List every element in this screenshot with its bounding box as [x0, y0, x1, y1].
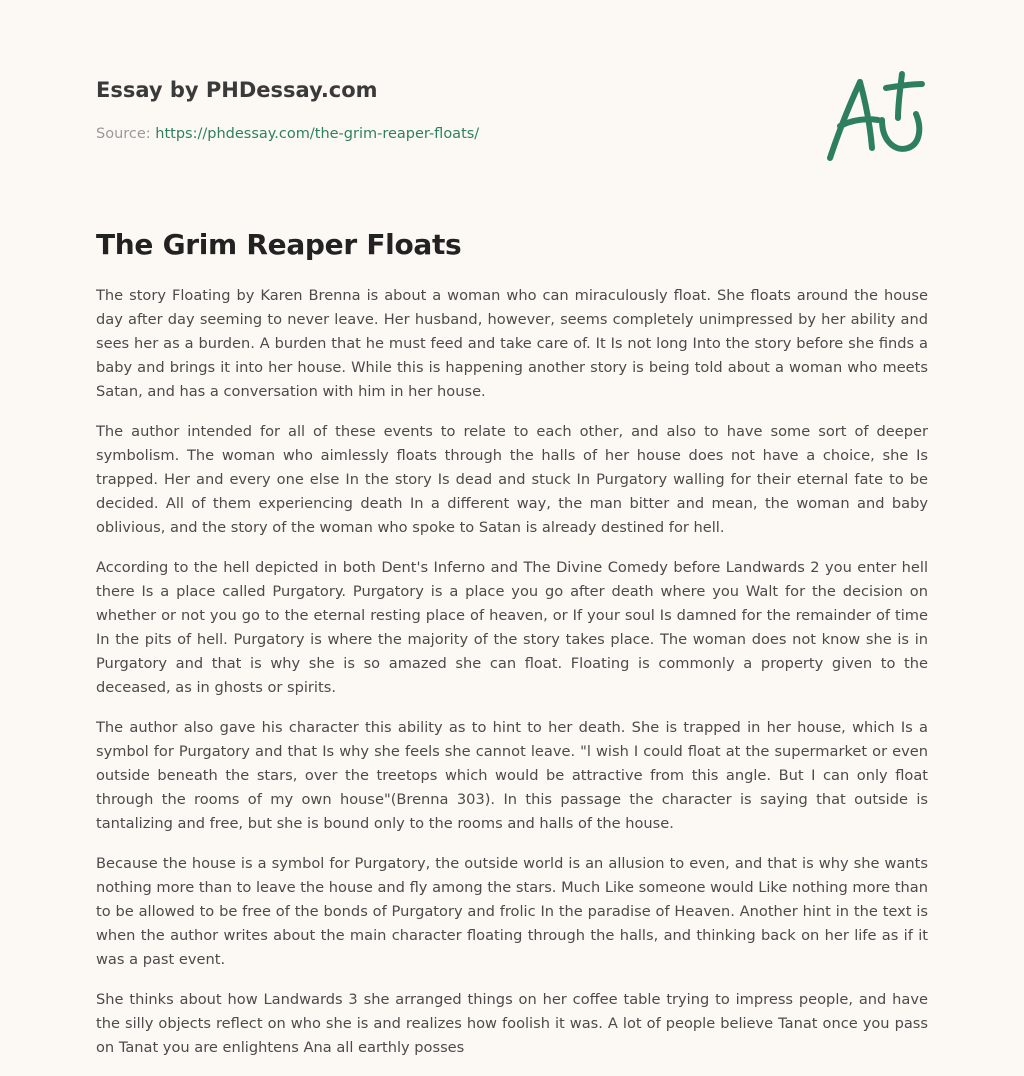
source-line	[96, 124, 928, 144]
essay-paragraph: According to the hell depicted in both Dent's Inferno and The Divine Comedy before Landwards 2 you enter hell there Is a place called Purgatory. Purgatory is a place you go after death where you Walt for the decision on whether or not you go to the eternal resting place of heaven, or If your soul Is damned for the remainder of time In the pits of hell. Purgatory is where the majority of the story takes place. The woman does not know she is in Purgatory and that is why she is so amazed she can float. Floating is commonly a property given to the deceased, as in ghosts or spirits.	[96, 559, 928, 696]
essay-paragraph: The story Floating by Karen Brenna is about a woman who can miraculously float. She floats around the house day after day seeming to never leave. Her husband, however, seems completely unimpressed by her ability and sees her as a burden. A burden that he must feed and take care of. It Is not long Into the story before she finds a baby and brings it into her house. While this is happening another story is being told about a woman who meets Satan, and has a conversation with him in her house.	[96, 287, 928, 400]
a-plus-logo-icon	[826, 68, 926, 164]
essay-paragraph: She thinks about how Landwards 3 she arranged things on her coffee table trying to impress people, and have the silly objects reflect on who she is and realizes how foolish it was. A lot of people believe Tanat once you pass on Tanat you are enlightens Ana all earthly posses	[96, 991, 928, 1056]
essay-paragraph: The author intended for all of these events to relate to each other, and also to have some sort of deeper symbolism. The woman who aimlessly floats through the halls of her house does not have a choice, she Is trapped. Her and every one else In the story Is dead and stuck In Purgatory walling for their eternal fate to be decided. All of them experiencing death In a different way, the man bitter and mean, the woman and baby oblivious, and the story of the woman who spoke to Satan is already destined for hell.	[96, 423, 928, 536]
essay-paragraph: Because the house is a symbol for Purgatory, the outside world is an allusion to even, and that is why she wants nothing more than to leave the house and fly among the stars. Much Like someone would Like nothing more than to be allowed to be free of the bonds of Purgatory and frolic In the paradise of Heaven. Another hint in the text is when the author writes about the main character floating through the halls, and thinking back on her life as if it was a past event.	[96, 855, 928, 968]
essay-title: The Grim Reaper Floats	[96, 228, 462, 261]
essay-paragraph: The author also gave his character this ability as to hint to her death. She is trapped in her house, which Is a symbol for Purgatory and that Is why she feels she cannot leave. "l wish I could float at the supermarket or even outside beneath the stars, over the treetops which would be attractive from this angle. But I can only float through the rooms of my own house"(Brenna 303). In this passage the character is saying that outside is tantalizing and free, but she is bound only to the rooms and halls of the house.	[96, 719, 928, 832]
source-label: Source:	[96, 126, 156, 142]
page-header	[96, 76, 928, 176]
essay-body	[96, 284, 928, 1076]
site-brand: Essay by PHDessay.com	[96, 78, 378, 102]
source-link[interactable]: https://phdessay.com/the-grim-reaper-floats/	[155, 126, 480, 142]
